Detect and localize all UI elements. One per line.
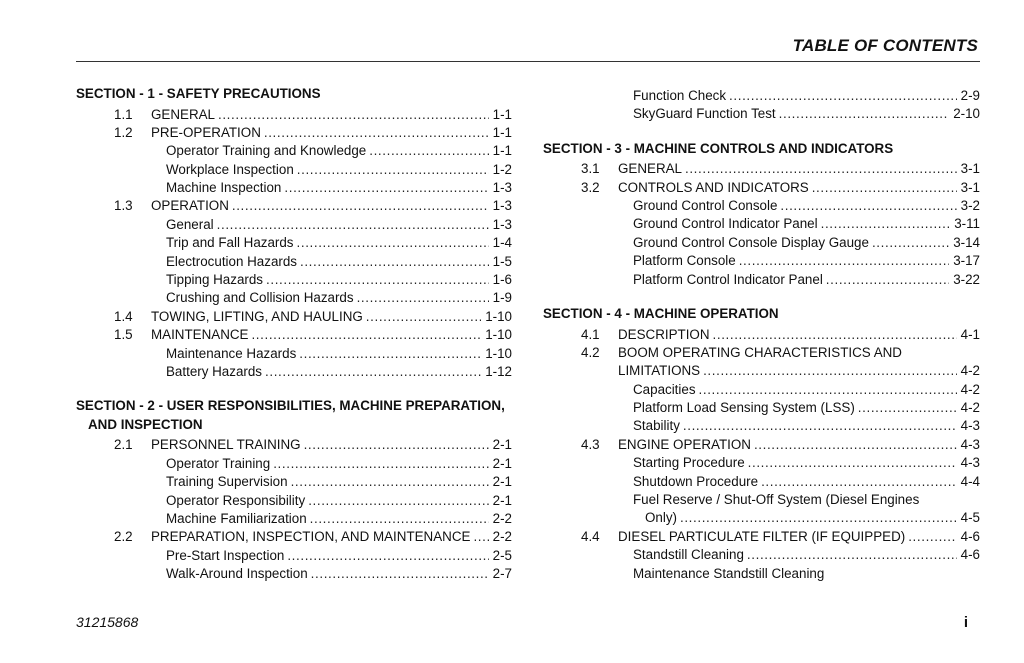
toc-entry-line [633, 381, 980, 399]
toc-entry-line [633, 271, 980, 289]
toc-entry-line [645, 509, 980, 527]
dot-leader [266, 271, 489, 289]
toc-entry-label: Function Check [633, 87, 729, 105]
toc-entry-list [76, 436, 512, 583]
toc-entry[interactable] [76, 345, 512, 363]
dot-leader [826, 271, 949, 289]
toc-entry[interactable] [543, 565, 980, 583]
toc-entry-page: 4-2 [960, 363, 980, 379]
toc-entry[interactable] [543, 473, 980, 491]
toc-entry-page: 1-3 [492, 216, 512, 232]
toc-entry-line [166, 455, 512, 473]
toc-entry-page: 4-6 [960, 528, 980, 544]
dot-leader [703, 362, 957, 380]
toc-entry[interactable] [543, 105, 980, 123]
toc-entry[interactable] [76, 289, 512, 307]
dot-leader [308, 492, 488, 510]
toc-entry[interactable] [543, 381, 980, 399]
dot-leader [713, 326, 957, 344]
toc-entry-label: Ground Control Console [633, 197, 780, 215]
toc-entry-number: 3.2 [581, 179, 600, 195]
toc-entry[interactable] [543, 454, 980, 472]
toc-entry-page: 1-1 [492, 106, 512, 122]
toc-entry-label: DESCRIPTION [618, 326, 713, 344]
dot-leader [265, 363, 481, 381]
toc-entry-page: 4-4 [960, 473, 980, 489]
toc-entry-line [166, 363, 512, 381]
toc-entry-number: 1.2 [114, 124, 133, 140]
toc-entry-label: Only) [645, 509, 680, 527]
toc-entry-line [633, 399, 980, 417]
section-heading-continued: AND INSPECTION [88, 416, 203, 432]
toc-entry[interactable] [543, 528, 980, 546]
toc-entry-line [633, 546, 980, 564]
toc-entry[interactable] [543, 362, 980, 380]
toc-entry-page: 2-10 [953, 106, 980, 122]
toc-entry-label: Workplace Inspection [166, 161, 297, 179]
dot-leader [369, 142, 488, 160]
toc-entry-page: 3-22 [953, 271, 980, 287]
toc-entry-page: 3-14 [953, 234, 980, 250]
toc-entry-label: ENGINE OPERATION [618, 436, 754, 454]
toc-entry-page: 1-9 [492, 290, 512, 306]
dot-leader [357, 289, 489, 307]
toc-entry-number: 4.2 [581, 344, 600, 360]
toc-entry-page: 2-2 [492, 510, 512, 526]
section-gap [543, 124, 980, 140]
toc-entry-number: 1.5 [114, 327, 133, 343]
toc-entry-number: 4.1 [581, 326, 600, 342]
toc-entry-label: BOOM OPERATING CHARACTERISTICS AND [618, 344, 905, 362]
dot-leader [251, 326, 481, 344]
toc-entry-number: 4.4 [581, 528, 600, 544]
toc-entry-label: PREPARATION, INSPECTION, AND MAINTENANCE [151, 528, 473, 546]
dot-leader [297, 234, 489, 252]
dot-leader [264, 124, 489, 142]
toc-entry-page: 2-2 [492, 529, 512, 545]
toc-entry-label: Maintenance Hazards [166, 345, 299, 363]
section-heading [76, 397, 512, 434]
toc-entry[interactable] [543, 344, 980, 362]
toc-entry[interactable] [76, 161, 512, 179]
toc-entry[interactable] [543, 179, 980, 197]
toc-entry[interactable] [76, 547, 512, 565]
toc-entry-page: 4-1 [960, 326, 980, 342]
toc-entry-line [633, 197, 980, 215]
toc-entry-line [633, 417, 980, 435]
toc-entry[interactable] [76, 473, 512, 491]
document-number: 31215868 [76, 614, 139, 630]
dot-leader [680, 509, 957, 527]
toc-entry[interactable] [76, 326, 512, 344]
dot-leader [812, 179, 957, 197]
page-number: i [963, 614, 968, 631]
toc-entry-line [633, 105, 980, 123]
toc-entry[interactable] [76, 179, 512, 197]
toc-entry[interactable] [76, 253, 512, 271]
dot-leader [872, 234, 949, 252]
toc-entry-line [618, 436, 980, 454]
dot-leader [218, 106, 489, 124]
section-heading-text: SECTION - 1 - SAFETY PRECAUTIONS [76, 86, 321, 101]
dot-leader [273, 455, 488, 473]
toc-entry-line [166, 271, 512, 289]
toc-entry[interactable] [543, 271, 980, 289]
toc-entry-line [166, 492, 512, 510]
toc-entry-page: 3-1 [960, 161, 980, 177]
toc-entry-line [166, 547, 512, 565]
toc-entry-label: Maintenance Standstill Cleaning [633, 565, 827, 583]
toc-entry-page: 1-3 [492, 180, 512, 196]
toc-entry-line [618, 160, 980, 178]
dot-leader [291, 473, 489, 491]
toc-entry-line [166, 179, 512, 197]
toc-entry-number: 2.2 [114, 529, 133, 545]
toc-entry-page: 3-11 [954, 216, 980, 232]
toc-entry-label: SkyGuard Function Test [633, 105, 779, 123]
toc-entry-page: 2-1 [492, 492, 512, 508]
toc-entry[interactable] [76, 565, 512, 583]
toc-entry-label: Crushing and Collision Hazards [166, 289, 357, 307]
dot-leader [217, 216, 489, 234]
toc-entry-label: Operator Training [166, 455, 273, 473]
toc-entry-label: PERSONNEL TRAINING [151, 436, 304, 454]
toc-entry-label: DIESEL PARTICULATE FILTER (IF EQUIPPED) [618, 528, 908, 546]
toc-entry-number: 3.1 [581, 161, 600, 177]
toc-entry-page: 1-4 [492, 235, 512, 251]
toc-entry[interactable] [543, 160, 980, 178]
dot-leader [311, 565, 489, 583]
toc-entry-page: 1-5 [492, 253, 512, 269]
toc-entry-page: 4-3 [960, 418, 980, 434]
toc-entry-line [618, 362, 980, 380]
toc-entry[interactable] [543, 326, 980, 344]
toc-entry-label: Platform Console [633, 252, 739, 270]
toc-entry-label: Operator Responsibility [166, 492, 308, 510]
toc-entry-page: 3-2 [960, 198, 980, 214]
toc-entry-list [76, 106, 512, 382]
toc-entry-line [166, 473, 512, 491]
toc-entry-line [166, 289, 512, 307]
toc-entry-label: Tipping Hazards [166, 271, 266, 289]
section-heading-text: SECTION - 4 - MACHINE OPERATION [543, 306, 779, 322]
dot-leader [232, 197, 489, 215]
toc-entry[interactable] [76, 363, 512, 381]
toc-entry[interactable] [543, 509, 980, 527]
toc-entry-line [151, 124, 512, 142]
section-gap [543, 289, 980, 305]
toc-entry[interactable] [76, 142, 512, 160]
dot-leader [754, 436, 957, 454]
toc-entry-line [633, 87, 980, 105]
section-heading-text: SECTION - 2 - USER RESPONSIBILITIES, MACHINE PREPARATION, [76, 398, 505, 414]
toc-entry-line [151, 436, 512, 454]
toc-entry[interactable] [543, 546, 980, 564]
toc-entry-line [633, 234, 980, 252]
toc-entry-page: 4-3 [960, 436, 980, 452]
toc-entry-number: 1.4 [114, 308, 133, 324]
toc-entry-line [633, 473, 980, 491]
toc-entry-page: 1-10 [485, 345, 512, 361]
section-heading [543, 305, 980, 324]
toc-entry-number: 4.3 [581, 436, 600, 452]
toc-entry-label: Training Supervision [166, 473, 291, 491]
toc-entry-label: Trip and Fall Hazards [166, 234, 297, 252]
section-heading [543, 140, 980, 159]
toc-entry-page: 1-10 [485, 327, 512, 343]
toc-entry-label: Battery Hazards [166, 363, 265, 381]
toc-entry-page: 2-1 [492, 437, 512, 453]
toc-entry[interactable] [76, 197, 512, 215]
toc-entry-page: 1-2 [492, 161, 512, 177]
toc-entry-number: 1.1 [114, 106, 133, 122]
toc-entry-list [543, 87, 980, 124]
toc-entry-line [633, 454, 980, 472]
dot-leader [685, 160, 957, 178]
toc-right-column [543, 85, 980, 583]
toc-entry[interactable] [543, 436, 980, 454]
toc-entry-label: GENERAL [151, 106, 218, 124]
toc-entry-label: Electrocution Hazards [166, 253, 300, 271]
dot-leader [299, 345, 481, 363]
section-heading [76, 85, 512, 104]
toc-entry-line [618, 344, 980, 362]
toc-entry-line [618, 179, 980, 197]
toc-entry[interactable] [543, 491, 980, 509]
dot-leader [779, 105, 950, 123]
dot-leader [300, 253, 489, 271]
toc-entry-line [633, 565, 980, 583]
toc-entry-label: Standstill Cleaning [633, 546, 747, 564]
toc-entry[interactable] [543, 87, 980, 105]
toc-entry-line [618, 326, 980, 344]
toc-entry-label: Capacities [633, 381, 699, 399]
toc-entry[interactable] [543, 399, 980, 417]
toc-entry-label: GENERAL [618, 160, 685, 178]
dot-leader [297, 161, 489, 179]
toc-entry[interactable] [76, 492, 512, 510]
toc-entry-line [151, 326, 512, 344]
toc-entry[interactable] [76, 106, 512, 124]
toc-entry-line [166, 565, 512, 583]
toc-entry-line [166, 234, 512, 252]
header-rule [76, 61, 980, 62]
toc-entry[interactable] [543, 234, 980, 252]
toc-entry-label: TOWING, LIFTING, AND HAULING [151, 308, 366, 326]
toc-entry[interactable] [543, 215, 980, 233]
toc-left-column [76, 85, 512, 583]
toc-entry-label: Shutdown Procedure [633, 473, 761, 491]
dot-leader [821, 215, 951, 233]
toc-entry-line [633, 215, 980, 233]
toc-entry-line [166, 216, 512, 234]
toc-entry-number: 2.1 [114, 437, 133, 453]
toc-entry-page: 2-1 [492, 474, 512, 490]
toc-entry[interactable] [76, 124, 512, 142]
toc-entry-label: LIMITATIONS [618, 362, 703, 380]
toc-entry[interactable] [76, 455, 512, 473]
dot-leader [310, 510, 489, 528]
toc-entry-label: CONTROLS AND INDICATORS [618, 179, 812, 197]
dot-leader [287, 547, 488, 565]
toc-entry-line [633, 252, 980, 270]
toc-entry-label: Platform Control Indicator Panel [633, 271, 826, 289]
section-heading-text: SECTION - 3 - MACHINE CONTROLS AND INDICATORS [543, 140, 894, 156]
toc-entry-label: Fuel Reserve / Shut-Off System (Diesel Engines [633, 491, 922, 509]
dot-leader [761, 473, 957, 491]
dot-leader [780, 197, 956, 215]
toc-entry-page: 2-5 [492, 547, 512, 563]
toc-entry-page: 1-1 [492, 143, 512, 159]
toc-entry-line [166, 161, 512, 179]
toc-entry[interactable] [76, 271, 512, 289]
toc-entry-line [166, 253, 512, 271]
toc-entry-label: Machine Inspection [166, 179, 284, 197]
toc-entry-line [151, 308, 512, 326]
toc-entry-page: 1-3 [492, 198, 512, 214]
toc-entry[interactable] [543, 197, 980, 215]
toc-entry-line [166, 510, 512, 528]
toc-entry-label: Ground Control Indicator Panel [633, 215, 821, 233]
dot-leader [284, 179, 488, 197]
toc-entry-line [166, 142, 512, 160]
toc-entry-line [151, 197, 512, 215]
toc-entry-label: PRE-OPERATION [151, 124, 264, 142]
toc-entry-page: 1-10 [485, 308, 512, 324]
dot-leader [683, 417, 957, 435]
toc-entry-page: 3-1 [960, 179, 980, 195]
toc-entry-list [543, 326, 980, 583]
toc-entry-label: OPERATION [151, 197, 232, 215]
toc-entry[interactable] [76, 510, 512, 528]
dot-leader [739, 252, 949, 270]
toc-entry-page: 3-17 [953, 253, 980, 269]
dot-leader [473, 528, 488, 546]
toc-entry-label: Walk-Around Inspection [166, 565, 311, 583]
toc-entry[interactable] [76, 528, 512, 546]
toc-entry-list [543, 160, 980, 289]
toc-entry-line [166, 345, 512, 363]
toc-entry-label: Ground Control Console Display Gauge [633, 234, 872, 252]
toc-entry-page: 2-9 [960, 88, 980, 103]
section-gap [76, 381, 512, 397]
toc-entry[interactable] [76, 436, 512, 454]
toc-entry-page: 4-5 [960, 510, 980, 526]
toc-entry-label: General [166, 216, 217, 234]
toc-entry-page: 4-3 [960, 455, 980, 471]
dot-leader [858, 399, 957, 417]
toc-entry[interactable] [543, 417, 980, 435]
toc-entry-page: 4-2 [960, 381, 980, 397]
toc-entry[interactable] [76, 216, 512, 234]
toc-entry-label: MAINTENANCE [151, 326, 251, 344]
toc-entry[interactable] [76, 234, 512, 252]
dot-leader [908, 528, 956, 546]
toc-entry-label: Starting Procedure [633, 454, 748, 472]
toc-entry-page: 4-6 [960, 547, 980, 563]
dot-leader [729, 87, 957, 105]
toc-entry-page: 4-2 [960, 400, 980, 416]
toc-entry[interactable] [543, 252, 980, 270]
dot-leader [304, 436, 489, 454]
toc-entry-label: Platform Load Sensing System (LSS) [633, 399, 858, 417]
toc-entry[interactable] [76, 308, 512, 326]
toc-entry-number: 1.3 [114, 198, 133, 214]
toc-entry-page: 2-1 [492, 455, 512, 471]
toc-entry-label: Stability [633, 417, 683, 435]
toc-entry-page: 1-1 [492, 124, 512, 140]
toc-entry-page: 2-7 [492, 566, 512, 582]
page-title: TABLE OF CONTENTS [792, 36, 978, 55]
dot-leader [366, 308, 481, 326]
toc-entry-line [151, 106, 512, 124]
toc-entry-line [151, 528, 512, 546]
dot-leader [747, 546, 957, 564]
dot-leader [699, 381, 957, 399]
toc-entry-label: Pre-Start Inspection [166, 547, 287, 565]
toc-entry-line [618, 528, 980, 546]
dot-leader [748, 454, 957, 472]
toc-entry-label: Operator Training and Knowledge [166, 142, 369, 160]
toc-entry-label: Machine Familiarization [166, 510, 310, 528]
toc-entry-page: 1-12 [485, 363, 512, 379]
toc-entry-page: 1-6 [492, 272, 512, 288]
toc-entry-line [633, 491, 980, 509]
